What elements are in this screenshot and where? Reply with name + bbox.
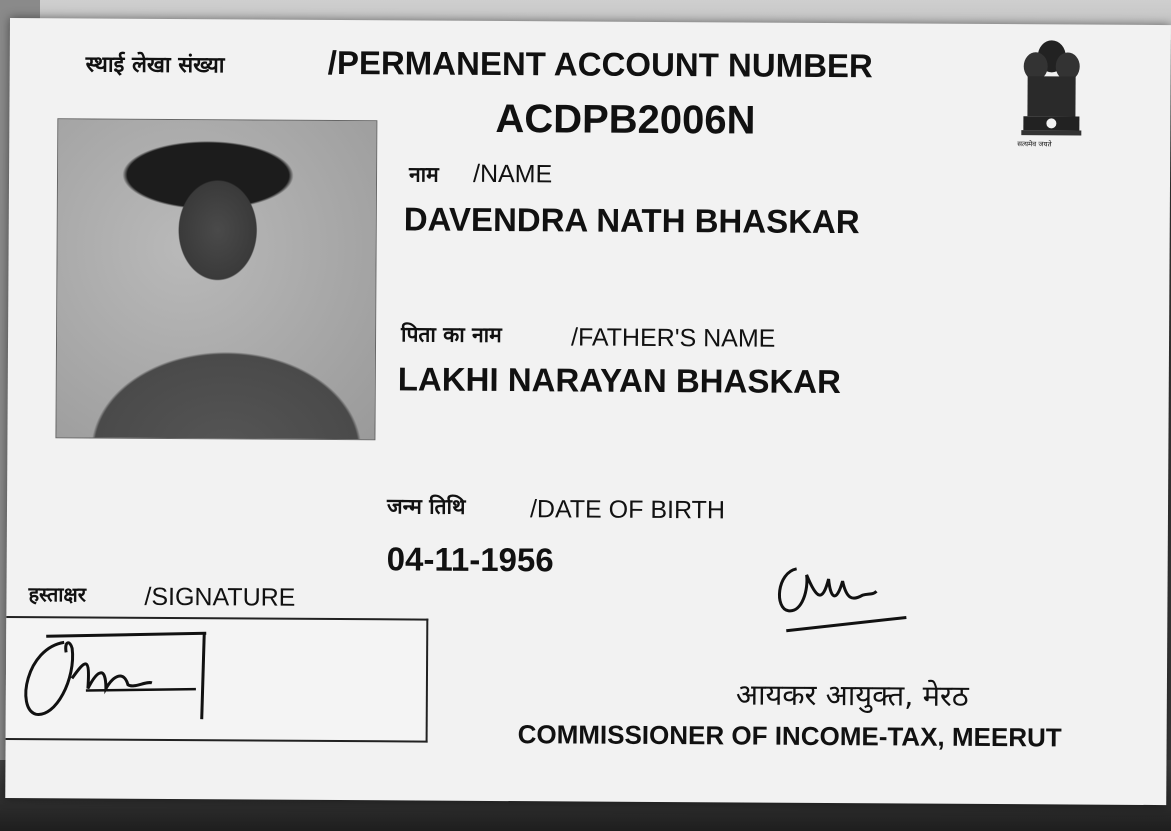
father-name-value: LAKHI NARAYAN BHASKAR <box>397 360 842 401</box>
father-name-label-english: /FATHER'S NAME <box>570 323 776 353</box>
dob-label-hindi: जन्म तिथि <box>386 494 466 519</box>
signature-label-hindi: हस्ताक्षर <box>28 582 87 607</box>
pan-label-english: /PERMANENT ACCOUNT NUMBER <box>327 43 873 85</box>
name-value: DAVENDRA NATH BHASKAR <box>403 200 860 241</box>
holder-photo <box>55 118 377 440</box>
issuer-english: COMMISSIONER OF INCOME-TAX, MEERUT <box>517 719 1062 753</box>
ashoka-emblem-icon <box>1013 36 1090 156</box>
father-name-label-hindi: पिता का नाम <box>401 322 502 348</box>
commissioner-signature <box>766 559 916 640</box>
name-label-hindi: नाम <box>408 162 439 187</box>
holder-signature <box>6 618 427 741</box>
name-label-english: /NAME <box>472 159 553 189</box>
issuer-hindi: आयकर आयुक्त, मेरठ <box>735 677 969 713</box>
dob-value: 04-11-1956 <box>386 540 554 579</box>
emblem-motto: सत्यमेव जयते <box>1017 140 1052 149</box>
dob-label-english: /DATE OF BIRTH <box>529 495 726 525</box>
pan-number: ACDPB2006N <box>495 96 756 143</box>
pan-card <box>5 18 1171 805</box>
signature-label-english: /SIGNATURE <box>144 582 296 612</box>
pan-label-hindi: स्थाई लेखा संख्या <box>85 52 225 79</box>
signature-box <box>6 616 429 743</box>
